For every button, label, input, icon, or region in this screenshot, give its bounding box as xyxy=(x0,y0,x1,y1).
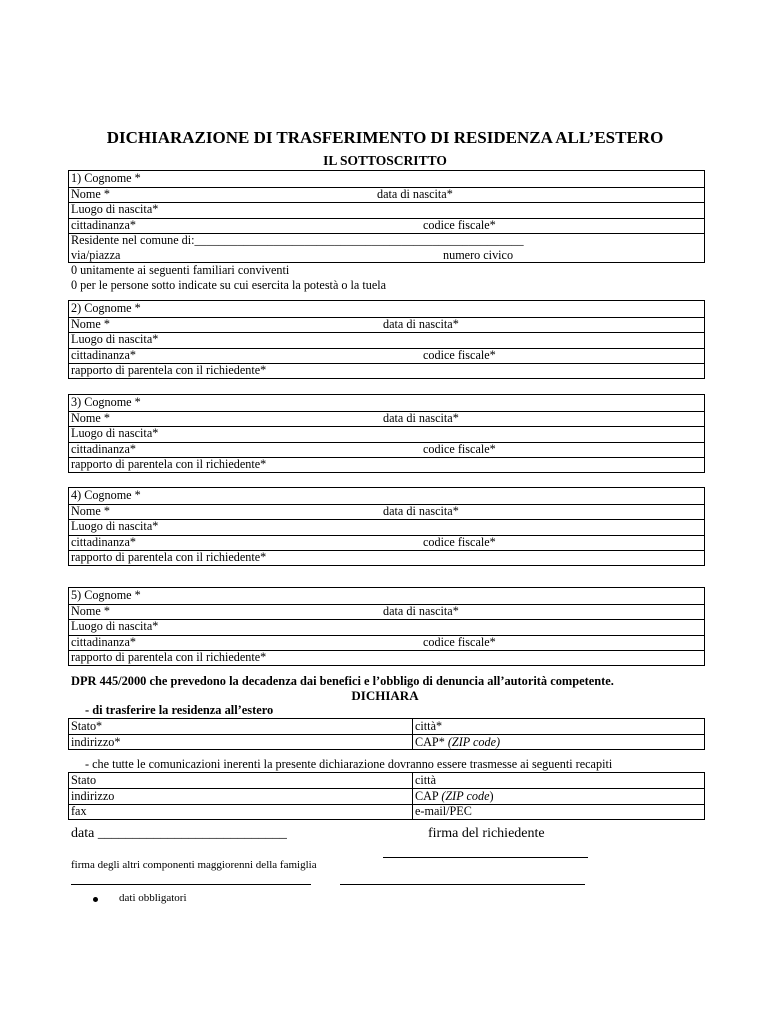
numero-civico-label: numero civico xyxy=(443,248,514,262)
indirizzo-label: indirizzo xyxy=(71,788,115,803)
nome-row xyxy=(69,187,704,204)
document-title: DICHIARAZIONE DI TRASFERIMENTO DI RESIDENZA ALL’ESTERO xyxy=(106,128,664,147)
data-nascita-label: data di nascita* xyxy=(377,186,453,201)
comunicazioni-label: - che tutte le comunicazioni inerenti la presente dichiarazione dovranno essere trasmesse ai seguenti recapiti xyxy=(85,757,613,771)
cittadinanza-label: cittadinanza* xyxy=(71,441,136,456)
cognome-label: 1) Cognome * xyxy=(71,171,141,185)
codice-fiscale-label: codice fiscale* xyxy=(423,441,496,456)
firma-altri-label: firma degli altri componenti maggiorenni della famiglia xyxy=(71,859,317,871)
rapporto-label: rapporto di parentela con il richiedente* xyxy=(71,650,267,664)
note-label: dati obbligatori xyxy=(119,892,187,904)
citta-label: città xyxy=(415,773,436,787)
cognome-label: 4) Cognome * xyxy=(71,488,141,502)
email-label: e-mail/PEC xyxy=(415,804,472,818)
rapporto-label: rapporto di parentela con il richiedente* xyxy=(71,363,267,377)
nome-label: Nome * xyxy=(71,186,110,201)
luogo-label: Luogo di nascita* xyxy=(71,202,159,216)
person-2-box xyxy=(68,300,705,379)
stato-label: Stato* xyxy=(71,719,103,733)
person-3-box xyxy=(68,394,705,473)
firma-richiedente-label: firma del richiedente xyxy=(428,826,545,841)
luogo-label: Luogo di nascita* xyxy=(71,519,159,533)
data-field: data ___________________________ xyxy=(71,826,287,841)
cittadinanza-label: cittadinanza* xyxy=(71,634,136,649)
cognome-label: 3) Cognome * xyxy=(71,395,141,409)
rapporto-label: rapporto di parentela con il richiedente* xyxy=(71,457,267,471)
person-5-box xyxy=(68,587,705,666)
section-subtitle: IL SOTTOSCRITTO xyxy=(323,153,447,168)
luogo-label: Luogo di nascita* xyxy=(71,332,159,346)
zip-code-note: (ZIP code xyxy=(441,788,490,803)
firma-richiedente-line xyxy=(383,857,588,858)
firma-altri-line-2 xyxy=(340,884,585,885)
dichiara-heading: DICHIARA xyxy=(351,688,419,703)
cittadinanza-label: cittadinanza* xyxy=(71,347,136,362)
via-row xyxy=(69,248,704,264)
dpr-notice: DPR 445/2000 che prevedono la decadenza dai benefici e l’obbligo di denuncia all’autorità competente. xyxy=(71,674,614,688)
cittadinanza-row xyxy=(69,218,704,235)
codice-fiscale-label: codice fiscale* xyxy=(423,634,496,649)
person-4-box xyxy=(68,487,705,566)
codice-fiscale-label: codice fiscale* xyxy=(423,217,496,232)
codice-fiscale-label: codice fiscale* xyxy=(423,347,496,362)
cap-label: CAP* (ZIP code) xyxy=(415,734,501,749)
fax-label: fax xyxy=(71,804,87,818)
cittadinanza-label: cittadinanza* xyxy=(71,217,136,232)
luogo-label: Luogo di nascita* xyxy=(71,426,159,440)
cognome-label: 5) Cognome * xyxy=(71,588,141,602)
firma-altri-line-1 xyxy=(71,884,311,885)
via-label: via/piazza xyxy=(71,248,121,262)
residente-label: Residente nel comune di:______________________________________________________ xyxy=(71,233,524,247)
citta-label: città* xyxy=(415,719,443,733)
residente-row xyxy=(69,233,704,249)
recapiti-table xyxy=(68,772,705,820)
data-nascita-label: data di nascita* xyxy=(383,316,459,331)
nome-label: Nome * xyxy=(71,503,110,518)
option-unitamente: 0 unitamente ai seguenti familiari conviventi xyxy=(71,263,290,277)
nome-label: Nome * xyxy=(71,410,110,425)
stato-label: Stato xyxy=(71,773,97,787)
cap-label: CAP (ZIP code) xyxy=(415,788,494,803)
codice-fiscale-label: codice fiscale* xyxy=(423,534,496,549)
bullet-icon xyxy=(93,897,98,902)
estero-table xyxy=(68,718,705,750)
nome-label: Nome * xyxy=(71,316,110,331)
luogo-row xyxy=(69,202,704,219)
rapporto-label: rapporto di parentela con il richiedente* xyxy=(71,550,267,564)
cittadinanza-label: cittadinanza* xyxy=(71,534,136,549)
nome-label: Nome * xyxy=(71,603,110,618)
data-nascita-label: data di nascita* xyxy=(383,503,459,518)
cognome-label: 2) Cognome * xyxy=(71,301,141,315)
zip-code-note: (ZIP code) xyxy=(447,734,501,749)
data-nascita-label: data di nascita* xyxy=(383,603,459,618)
option-persone: 0 per le persone sotto indicate su cui esercita la potestà o la tuela xyxy=(71,278,387,292)
indirizzo-label: indirizzo* xyxy=(71,734,121,749)
luogo-label: Luogo di nascita* xyxy=(71,619,159,633)
data-nascita-label: data di nascita* xyxy=(383,410,459,425)
trasferire-label: - di trasferire la residenza all’estero xyxy=(85,703,274,717)
cognome-row xyxy=(69,171,704,188)
person-1-box xyxy=(68,170,705,263)
